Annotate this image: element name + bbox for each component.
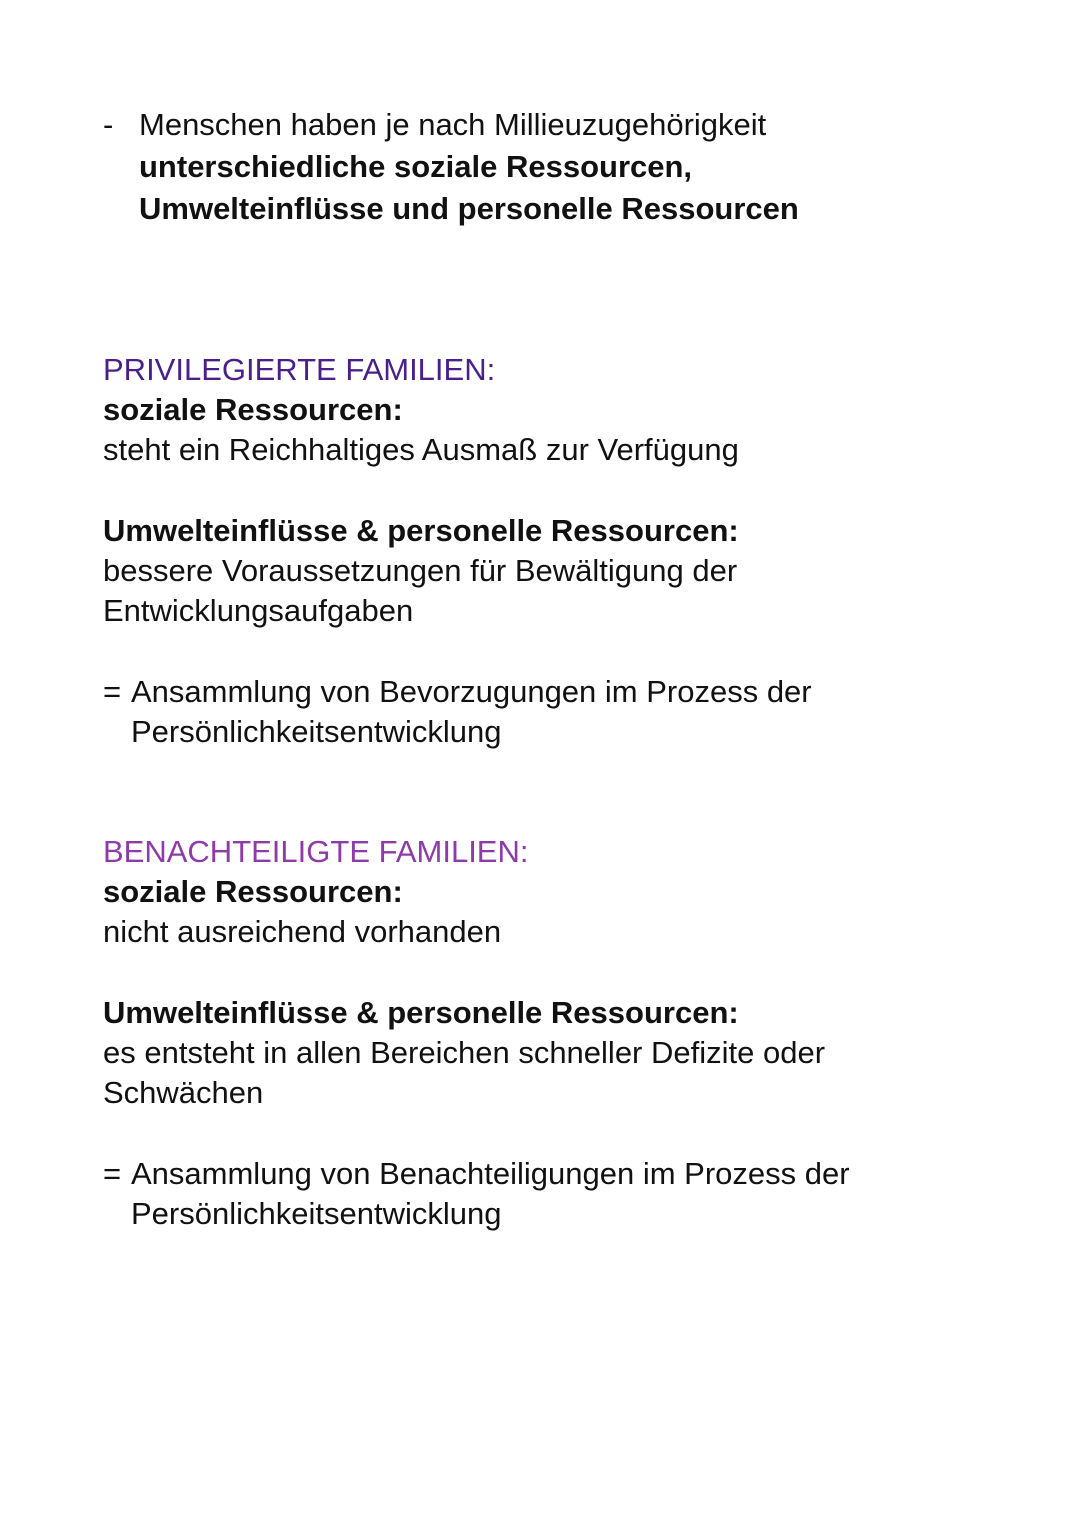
equals-sign: = [103, 674, 122, 709]
privileged-heading: PRIVILEGIERTE FAMILIEN: [103, 352, 496, 387]
privileged-social-text: steht ein Reichhaltiges Ausmaß zur Verfügung [103, 432, 739, 467]
privileged-env-text-1: bessere Voraussetzungen für Bewältigung der [103, 553, 738, 588]
intro-line-1: Menschen haben je nach Millieuzugehörigkeit [139, 107, 767, 142]
equals-sign: = [103, 1156, 122, 1191]
spacer [103, 631, 1003, 672]
privileged-summary [103, 672, 1003, 752]
spacer [103, 470, 1003, 511]
section-privileged [103, 350, 1003, 752]
section-disadvantaged [103, 832, 1003, 1234]
disadvantaged-summary-line-2: Persönlichkeitsentwicklung [131, 1196, 502, 1231]
spacer [103, 952, 1003, 993]
spacer [103, 1113, 1003, 1154]
privileged-env-text-2: Entwicklungsaufgaben [103, 593, 414, 628]
disadvantaged-env-label: Umwelteinflüsse & personelle Ressourcen: [103, 995, 739, 1030]
disadvantaged-summary [103, 1154, 1003, 1234]
privileged-env-label: Umwelteinflüsse & personelle Ressourcen: [103, 513, 739, 548]
intro-bullet [103, 104, 1003, 230]
bullet-dash: - [103, 107, 114, 142]
intro-line-2: unterschiedliche soziale Ressourcen, [139, 149, 693, 184]
disadvantaged-heading: BENACHTEILIGTE FAMILIEN: [103, 834, 529, 869]
privileged-social-label: soziale Ressourcen: [103, 392, 403, 427]
intro-text [139, 104, 1003, 230]
intro-line-3: Umwelteinflüsse und personelle Ressourcen [139, 191, 799, 226]
disadvantaged-social-label: soziale Ressourcen: [103, 874, 403, 909]
privileged-summary-line-1: Ansammlung von Bevorzugungen im Prozess der [131, 674, 812, 709]
disadvantaged-social-text: nicht ausreichend vorhanden [103, 914, 502, 949]
disadvantaged-summary-line-1: Ansammlung von Benachteiligungen im Prozess der [131, 1156, 850, 1191]
disadvantaged-env-text-2: Schwächen [103, 1075, 264, 1110]
disadvantaged-env-text-1: es entsteht in allen Bereichen schneller Defizite oder [103, 1035, 826, 1070]
privileged-summary-line-2: Persönlichkeitsentwicklung [131, 714, 502, 749]
